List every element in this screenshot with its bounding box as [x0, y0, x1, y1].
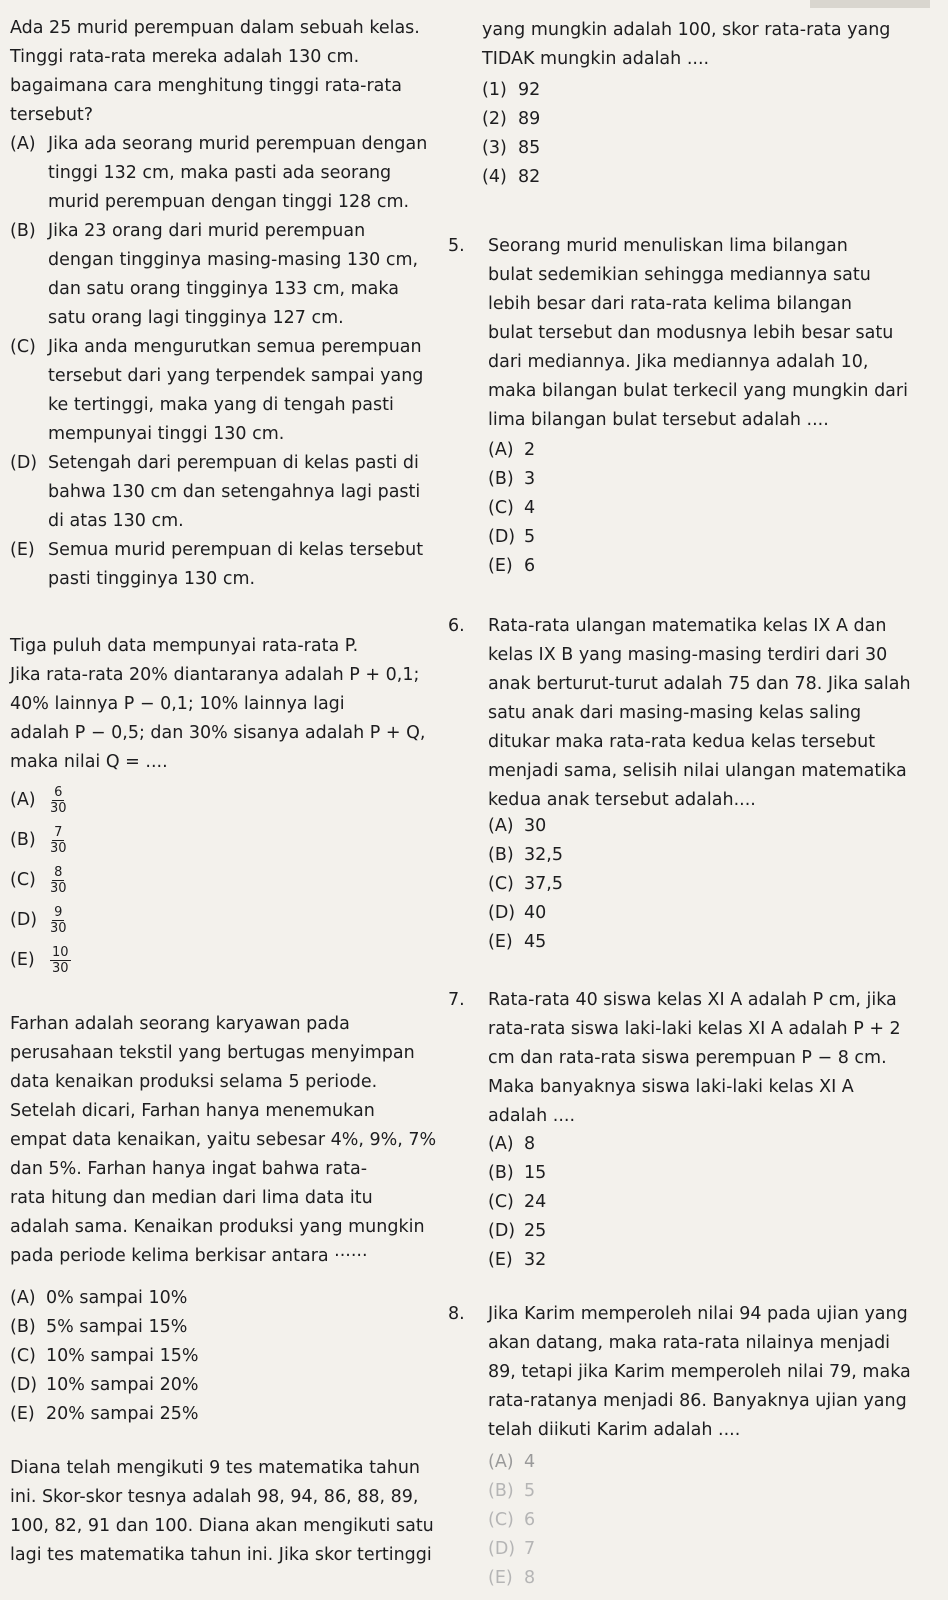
option-label: (1) [482, 80, 507, 100]
stem-line: dan 5%. Farhan hanya ingat bahwa rata- [10, 1159, 368, 1179]
stem-line: Ada 25 murid perempuan dalam sebuah kelas. [10, 18, 420, 38]
option-text: 10% sampai 15% [46, 1346, 199, 1366]
stem-line: Farhan adalah seorang karyawan pada [10, 1014, 350, 1034]
denominator: 30 [52, 960, 69, 976]
stem-line: ini. Skor-skor tesnya adalah 98, 94, 86, 88, 89, [10, 1487, 419, 1507]
option-c[interactable] [10, 1342, 430, 1371]
question-1-stem [10, 14, 430, 130]
stem-line: satu anak dari masing-masing kelas saling [488, 703, 862, 723]
option-a[interactable] [10, 1284, 430, 1313]
option-line [10, 275, 430, 304]
option-line [10, 246, 430, 275]
option-text: 10% sampai 20% [46, 1375, 199, 1395]
question-number: 8. [448, 1304, 465, 1324]
option-text: 0% sampai 10% [46, 1288, 188, 1308]
option-line [10, 130, 430, 159]
option-line [10, 478, 430, 507]
option-label: (C) [488, 498, 514, 518]
stem-line: maka nilai Q = .... [10, 752, 168, 772]
option-text: 89 [518, 109, 541, 129]
option-label: (A) [10, 1288, 36, 1308]
option-d[interactable] [488, 899, 688, 928]
option-b[interactable] [10, 1313, 430, 1342]
option-d[interactable] [10, 1371, 430, 1400]
option-line [10, 362, 430, 391]
option-text: Jika ada seorang murid perempuan dengan [48, 134, 428, 154]
option-b[interactable] [488, 841, 688, 870]
stem-line: perusahaan tekstil yang bertugas menyimpan [10, 1043, 415, 1063]
option-text: 7 [524, 1539, 536, 1559]
fraction [50, 865, 67, 896]
option-e[interactable] [488, 1246, 688, 1275]
stem-line: lima bilangan bulat tersebut adalah .... [488, 410, 829, 430]
option-text: dengan tingginya masing-masing 130 cm, [48, 250, 419, 270]
question-number: 5. [448, 236, 465, 256]
option-d[interactable] [488, 523, 688, 552]
option-label: (4) [482, 167, 507, 187]
option-line [10, 565, 430, 594]
stem-line: Jika rata-rata 20% diantaranya adalah P + 0,1; [10, 665, 420, 685]
stem-line: pada periode kelima berkisar antara ······ [10, 1246, 368, 1266]
option-text: 25 [524, 1221, 547, 1241]
option-4[interactable] [482, 163, 682, 192]
option-text: 15 [524, 1163, 547, 1183]
option-a[interactable] [10, 780, 210, 820]
option-text: 40 [524, 903, 547, 923]
stem-line: Tinggi rata-rata mereka adalah 130 cm. [10, 47, 360, 67]
denominator: 30 [50, 840, 67, 856]
stem-line: Tiga puluh data mempunyai rata-rata P. [10, 636, 359, 656]
option-d[interactable] [10, 900, 210, 940]
stem-line: Jika Karim memperoleh nilai 94 pada ujian yang [488, 1304, 908, 1324]
fraction [50, 905, 67, 936]
option-3[interactable] [482, 134, 682, 163]
stem-line: data kenaikan produksi selama 5 periode. [10, 1072, 378, 1092]
option-text: 32,5 [524, 845, 563, 865]
option-label: (A) [10, 134, 36, 154]
option-text: 30 [524, 816, 547, 836]
stem-line: Rata-rata ulangan matematika kelas IX A dan [488, 616, 887, 636]
question-number: 7. [448, 990, 465, 1010]
option-e[interactable] [10, 940, 210, 980]
numerator: 8 [54, 864, 63, 880]
option-text: 5 [524, 1481, 536, 1501]
option-text: tinggi 132 cm, maka pasti ada seorang [48, 163, 392, 183]
numerator: 10 [52, 944, 69, 960]
option-line [10, 507, 430, 536]
numerator: 9 [54, 904, 63, 920]
option-text: 4 [524, 1452, 536, 1472]
option-e[interactable] [10, 1400, 430, 1429]
option-d[interactable] [488, 1217, 688, 1246]
question-5 [448, 232, 926, 435]
option-text: 3 [524, 469, 536, 489]
option-a[interactable] [488, 436, 688, 465]
stem-line: lagi tes matematika tahun ini. Jika skor tertinggi [10, 1545, 432, 1565]
option-label: (E) [488, 1568, 513, 1588]
option-label: (3) [482, 138, 507, 158]
option-label: (E) [10, 540, 35, 560]
question-2-options [10, 780, 210, 980]
option-text: murid perempuan dengan tinggi 128 cm. [48, 192, 410, 212]
stem-line: tersebut? [10, 105, 94, 125]
stem-line: adalah .... [488, 1106, 576, 1126]
option-text: Jika 23 orang dari murid perempuan [48, 221, 366, 241]
option-line [10, 159, 430, 188]
question-2-stem [10, 632, 430, 777]
numerator: 6 [54, 784, 63, 800]
stem-line: Seorang murid menuliskan lima bilangan [488, 236, 848, 256]
option-line [10, 420, 430, 449]
option-label: (A) [488, 1134, 514, 1154]
option-label: (B) [10, 1317, 36, 1337]
option-b[interactable] [488, 1159, 688, 1188]
option-label: (E) [488, 556, 513, 576]
option-label: (E) [10, 949, 35, 970]
option-text: Semua murid perempuan di kelas tersebut [48, 540, 424, 560]
fraction [50, 945, 71, 976]
option-e[interactable] [488, 1564, 688, 1593]
stem-line: akan datang, maka rata-rata nilainya menjadi [488, 1333, 891, 1353]
stem-line: Setelah dicari, Farhan hanya menemukan [10, 1101, 375, 1121]
option-text: di atas 130 cm. [48, 511, 184, 531]
option-label: (C) [10, 869, 36, 890]
question-8-options [488, 1448, 688, 1593]
option-a[interactable] [488, 812, 688, 841]
option-label: (D) [10, 453, 38, 473]
option-text: 45 [524, 932, 547, 952]
option-text: satu orang lagi tingginya 127 cm. [48, 308, 344, 328]
question-3-stem [10, 1010, 437, 1271]
question-number: 6. [448, 616, 465, 636]
denominator: 30 [50, 920, 67, 936]
option-text: 92 [518, 80, 541, 100]
option-label: (E) [488, 1250, 513, 1270]
option-text: dan satu orang tingginya 133 cm, maka [48, 279, 399, 299]
option-line [10, 536, 430, 565]
option-label: (A) [488, 440, 514, 460]
option-text: 4 [524, 498, 536, 518]
option-text: 8 [524, 1134, 536, 1154]
stem-line: 89, tetapi jika Karim memperoleh nilai 79, maka [488, 1362, 911, 1382]
question-6 [448, 612, 926, 815]
option-text: 6 [524, 1510, 536, 1530]
denominator: 30 [50, 800, 67, 816]
option-c[interactable] [488, 1506, 688, 1535]
option-text: 5% sampai 15% [46, 1317, 188, 1337]
stem-line: kelas IX B yang masing-masing terdiri dari 30 [488, 645, 888, 665]
stem-line: cm dan rata-rata siswa perempuan P − 8 cm. [488, 1048, 887, 1068]
stem-line: TIDAK mungkin adalah .... [482, 49, 710, 69]
stem-line: lebih besar dari rata-rata kelima bilangan [488, 294, 852, 314]
option-c[interactable] [10, 860, 210, 900]
stem-line: yang mungkin adalah 100, skor rata-rata yang [482, 20, 891, 40]
option-b[interactable] [488, 1477, 688, 1506]
question-1-options [10, 130, 430, 594]
option-c[interactable] [488, 870, 688, 899]
question-3-options [10, 1284, 430, 1429]
stem-line: bulat tersebut dan modusnya lebih besar satu [488, 323, 894, 343]
question-7-options [488, 1130, 688, 1275]
option-label: (A) [488, 1452, 514, 1472]
question-6-options [488, 812, 688, 957]
stem-line: empat data kenaikan, yaitu sebesar 4%, 9%, 7% [10, 1130, 437, 1150]
option-label: (D) [488, 1221, 516, 1241]
option-label: (D) [10, 909, 38, 930]
option-label: (C) [10, 337, 36, 357]
option-label: (C) [488, 1510, 514, 1530]
stem-line: telah diikuti Karim adalah .... [488, 1420, 741, 1440]
stem-line: anak berturut-turut adalah 75 dan 78. Jika salah [488, 674, 911, 694]
option-text: 24 [524, 1192, 547, 1212]
question-4-options [482, 76, 682, 192]
stem-line: Diana telah mengikuti 9 tes matematika tahun [10, 1458, 421, 1478]
stem-line: Maka banyaknya siswa laki-laki kelas XI A [488, 1077, 854, 1097]
stem-line: bagaimana cara menghitung tinggi rata-rata [10, 76, 402, 96]
stem-line: rata-rata siswa laki-laki kelas XI A adalah P + 2 [488, 1019, 901, 1039]
option-text: 6 [524, 556, 536, 576]
option-label: (D) [488, 1539, 516, 1559]
option-label: (C) [488, 874, 514, 894]
option-text: pasti tingginya 130 cm. [48, 569, 256, 589]
option-text: 5 [524, 527, 536, 547]
option-label: (B) [10, 829, 36, 850]
option-label: (B) [488, 1481, 514, 1501]
option-label: (C) [488, 1192, 514, 1212]
option-a[interactable] [488, 1448, 688, 1477]
option-label: (E) [10, 1404, 35, 1424]
option-label: (D) [488, 903, 516, 923]
option-line [10, 304, 430, 333]
denominator: 30 [50, 880, 67, 896]
stem-line: dari mediannya. Jika mediannya adalah 10, [488, 352, 869, 372]
stem-line: menjadi sama, selisih nilai ulangan matematika [488, 761, 907, 781]
stem-line: kedua anak tersebut adalah.... [488, 790, 756, 810]
stem-line: rata hitung dan median dari lima data itu [10, 1188, 373, 1208]
stem-line: 40% lainnya P − 0,1; 10% lainnya lagi [10, 694, 345, 714]
option-e[interactable] [488, 928, 688, 957]
option-text: 8 [524, 1568, 536, 1588]
option-text: Jika anda mengurutkan semua perempuan [48, 337, 422, 357]
option-d[interactable] [488, 1535, 688, 1564]
question-7 [448, 986, 926, 1131]
stem-line: adalah sama. Kenaikan produksi yang mungkin [10, 1217, 425, 1237]
option-label: (E) [488, 932, 513, 952]
option-label: (A) [488, 816, 514, 836]
option-2[interactable] [482, 105, 682, 134]
option-c[interactable] [488, 1188, 688, 1217]
option-label: (2) [482, 109, 507, 129]
fraction [50, 825, 67, 856]
option-text: 82 [518, 167, 541, 187]
fraction [50, 785, 67, 816]
question-4-stem [10, 1454, 440, 1570]
option-label: (B) [488, 845, 514, 865]
option-line [10, 449, 430, 478]
option-text: 32 [524, 1250, 547, 1270]
option-1[interactable] [482, 76, 682, 105]
option-line [10, 333, 430, 362]
option-label: (B) [488, 469, 514, 489]
option-label: (D) [10, 1375, 38, 1395]
stem-line: ditukar maka rata-rata kedua kelas tersebut [488, 732, 876, 752]
option-label: (B) [10, 221, 36, 241]
question-5-options [488, 436, 688, 581]
option-text: 2 [524, 440, 536, 460]
option-label: (B) [488, 1163, 514, 1183]
stem-line: Rata-rata 40 siswa kelas XI A adalah P cm, jika [488, 990, 897, 1010]
stem-line: bulat sedemikian sehingga mediannya satu [488, 265, 871, 285]
option-text: ke tertinggi, maka yang di tengah pasti [48, 395, 394, 415]
option-line [10, 188, 430, 217]
option-text: tersebut dari yang terpendek sampai yang [48, 366, 424, 386]
option-text: 37,5 [524, 874, 563, 894]
option-e[interactable] [488, 552, 688, 581]
stem-line: adalah P − 0,5; dan 30% sisanya adalah P + Q, [10, 723, 426, 743]
option-text: mempunyai tinggi 130 cm. [48, 424, 285, 444]
stem-line: maka bilangan bulat terkecil yang mungkin dari [488, 381, 908, 401]
page-edge-shadow [810, 0, 930, 8]
option-a[interactable] [488, 1130, 688, 1159]
option-text: Setengah dari perempuan di kelas pasti di [48, 453, 419, 473]
option-b[interactable] [10, 820, 210, 860]
stem-line: rata-ratanya menjadi 86. Banyaknya ujian yang [488, 1391, 907, 1411]
option-line [10, 391, 430, 420]
option-text: 85 [518, 138, 541, 158]
question-8 [448, 1300, 926, 1445]
option-text: 20% sampai 25% [46, 1404, 199, 1424]
option-label: (A) [10, 789, 36, 810]
option-label: (C) [10, 1346, 36, 1366]
option-label: (D) [488, 527, 516, 547]
stem-line: 100, 82, 91 dan 100. Diana akan mengikuti satu [10, 1516, 434, 1536]
option-c[interactable] [488, 494, 688, 523]
option-line [10, 217, 430, 246]
option-b[interactable] [488, 465, 688, 494]
option-text: bahwa 130 cm dan setengahnya lagi pasti [48, 482, 421, 502]
question-4-continued [482, 16, 922, 74]
numerator: 7 [54, 824, 63, 840]
